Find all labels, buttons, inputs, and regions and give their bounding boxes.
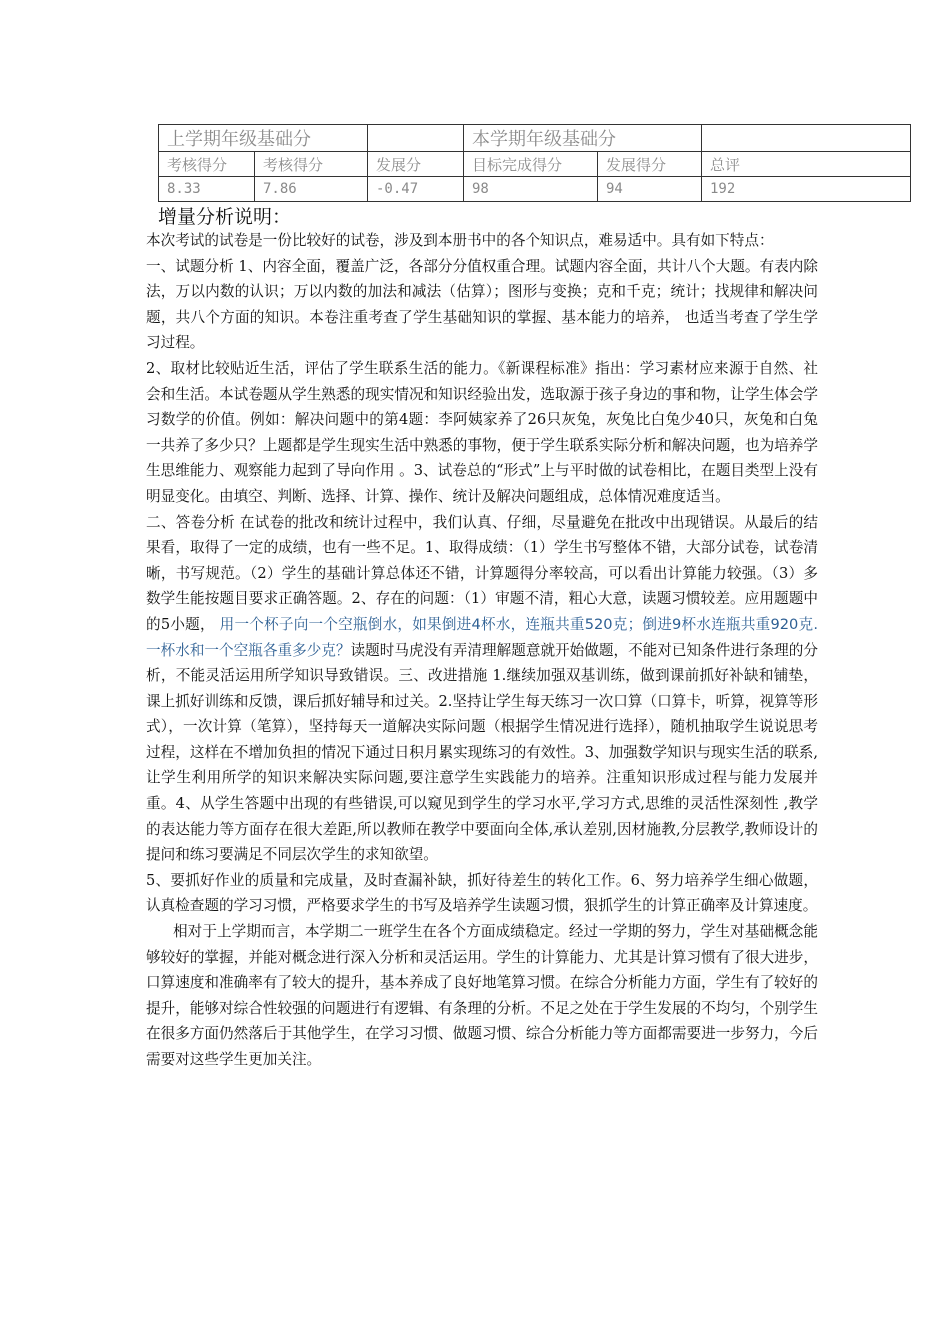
highlighted-problem: 用一个杯子向一个空瓶倒水，如果倒进4杯水，连瓶共重520克；倒进9杯水连瓶共重920克. 一杯水和一个空瓶各重多少克？ [146,615,818,659]
table-cell: 7.86 [255,177,368,202]
prev-term-base-score-header: 上学期年级基础分 [159,125,368,152]
intro-paragraph: 本次考试的试卷是一份比较好的试卷，涉及到本册书中的各个知识点，难易适中。具有如下特点： [146,232,774,249]
score-table [158,124,911,202]
table-header-row [159,125,911,152]
table-cell: 192 [702,177,911,202]
table-cell: -0.47 [368,177,464,202]
paragraph-summary: 相对于上学期而言，本学期二一班学生在各个方面成绩稳定。经过一学期的努力，学生对基础概念能够较好的掌握，并能对概念进行深入分析和灵活运用。学生的计算能力、尤其是计算习惯有了很大进步，口算速度和准确率有了较大的提升，基本养成了良好地笔算习惯。在综合分析能力方面，学生有了较好的提升，能够对综合性较强的问题进行有逻辑、有条理的分析。不足之处在于学生发展的不均匀，个别学生在很多方面仍然落后于其他学生，在学习习惯、做题习惯、综合分析能力等方面都需要进一步努力，今后需要对这些学生更加关注。 [146,923,818,1068]
prev-term-base-score-value [368,125,464,152]
section-title: 增量分析说明： [158,206,292,228]
table-cell: 98 [464,177,598,202]
paragraph-answer-analysis [146,510,818,868]
answer-analysis-text: 二、答卷分析 在试卷的批改和统计过程中，我们认真、仔细，尽量避免在批改中出现错误。从最后的结果看，取得了一定的成绩，也有一些不足。1、取得成绩：（1）学生书写整体不错，大部分试卷，试卷清晰，书写规范。（2）学生的基础计算总体还不错，计算题得分率较高，可以看出计算能力较强。（3）多数学生能按题目要求正确答题。2、存在的问题：（1）审题不清，粗心大意，读题习惯较差。应用题题中的5小题， [146,513,818,633]
table-cell: 考核得分 [159,152,255,177]
paragraph-test-analysis: 一、试题分析 1、内容全面，覆盖广泛，各部分分值权重合理。试题内容全面，共计八个大题。有表内除法，万以内数的认识；万以内数的加法和减法（估算）；图形与变换；克和千克；统计；找规律和解决问题，共八个方面的知识。本卷注重考查了学生基础知识的掌握、基本能力的培养， 也适当考查了学生学习过程。 [146,257,818,352]
analysis-body [146,228,818,1073]
this-term-base-score-value [702,125,911,152]
paragraph-real-life: 2、取材比较贴近生活，评估了学生联系生活的能力。《新课程标准》指出：学习素材应来源于自然、社会和生活。本试卷题从学生熟悉的现实情况和知识经验出发，选取源于孩子身边的事和物，让学生体会学习数学的价值。例如：解决问题中的第4题：李阿姨家养了26只灰兔，灰兔比白兔少40只，灰兔和白兔一共养了多少只？上题都是学生现实生活中熟悉的事物，便于学生联系实际分析和解决问题，也为培养学生思维能力、观察能力起到了导向作用 。3、试卷总的“形式”上与平时做的试卷相比，在题目类型上没有明显变化。由填空、判断、选择、计算、操作、统计及解决问题组成，总体情况难度适当。 [146,359,818,505]
table-label-row [159,152,911,177]
table-value-row [159,177,911,202]
table-cell: 发展得分 [598,152,702,177]
table-cell: 考核得分 [255,152,368,177]
this-term-base-score-header: 本学期年级基础分 [464,125,702,152]
paragraph-homework: 5、要抓好作业的质量和完成量，及时查漏补缺，抓好待差生的转化工作。6、努力培养学生细心做题，认真检查题的学习习惯，严格要求学生的书写及培养学生读题习惯，狠抓学生的计算正确率及计算速度。 [146,871,818,915]
table-cell: 发展分 [368,152,464,177]
table-cell: 目标完成得分 [464,152,598,177]
table-cell: 94 [598,177,702,202]
table-cell: 总评 [702,152,911,177]
improvement-text: 读题时马虎没有弄清理解题意就开始做题，不能对已知条件进行条理的分析，不能灵活运用所学知识导致错误。三、改进措施 1.继续加强双基训练，做到课前抓好补缺和铺垫，课上抓好训练和反馈，课后抓好辅导和过关。2.坚持让学生每天练习一次口算（口算卡，听算，视算等形式），一次计算（笔算），坚持每天一道解决实际问题（根据学生情况进行选择），随机抽取学生说说思考过程，这样在不增加负担的情况下通过日积月累实现练习的有效性。3、加强数学知识与现实生活的联系,让学生利用所学的知识来解决实际问题,要注意学生实践能力的培养。注重知识形成过程与能力发展并重。4、从学生答题中出现的有些错误,可以窥见到学生的学习水平,学习方式,思维的灵活性深刻性 ,教学的表达能力等方面存在很大差距,所以教师在教学中要面向全体,承认差别,因材施教,分层教学,教师设计的提问和练习要满足不同层次学生的求知欲望。 [146,641,818,864]
table-cell: 8.33 [159,177,255,202]
